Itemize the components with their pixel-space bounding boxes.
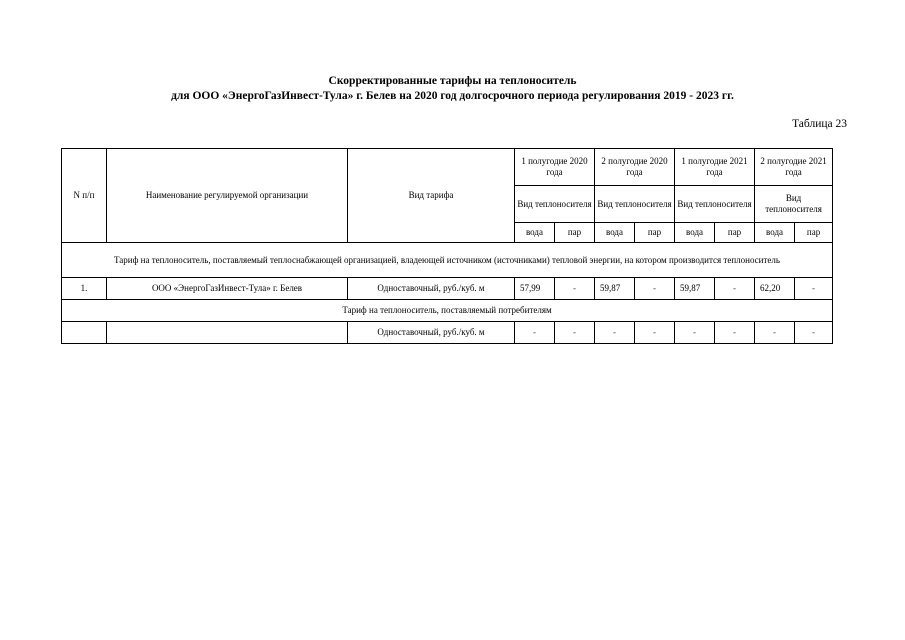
section-title-2: Тариф на теплоноситель, поставляемый потребителям bbox=[62, 300, 833, 322]
table-number: Таблица 23 bbox=[792, 118, 847, 130]
row-tariff-type: Одноставочный, руб./куб. м bbox=[348, 278, 515, 300]
header-steam: пар bbox=[795, 223, 833, 243]
tariff-table bbox=[61, 148, 833, 344]
value-cell: - bbox=[595, 322, 635, 344]
section-row-2 bbox=[62, 300, 833, 322]
value-cell: - bbox=[715, 278, 755, 300]
header-carrier-type: Вид теплоносителя bbox=[515, 186, 595, 223]
table-row bbox=[62, 278, 833, 300]
header-steam: пар bbox=[635, 223, 675, 243]
header-period-3: 1 полугодие 2021 года bbox=[675, 149, 755, 186]
value-cell: 57,99 bbox=[515, 278, 555, 300]
value-cell: - bbox=[755, 322, 795, 344]
header-period-1: 1 полугодие 2020 года bbox=[515, 149, 595, 186]
value-cell: - bbox=[515, 322, 555, 344]
table-row bbox=[62, 322, 833, 344]
section-row-1 bbox=[62, 243, 833, 278]
value-cell: - bbox=[795, 278, 833, 300]
value-cell: - bbox=[555, 322, 595, 344]
value-cell: - bbox=[715, 322, 755, 344]
row-num bbox=[62, 322, 107, 344]
value-cell: - bbox=[675, 322, 715, 344]
section-title-1: Тариф на теплоноситель, поставляемый теплоснабжающей организацией, владеющей источником (источниками) тепловой энергии, на котором производится теплоноситель bbox=[62, 243, 833, 278]
row-num: 1. bbox=[62, 278, 107, 300]
header-carrier-type: Вид теплоносителя bbox=[595, 186, 675, 223]
header-water: вода bbox=[755, 223, 795, 243]
header-steam: пар bbox=[555, 223, 595, 243]
value-cell: - bbox=[635, 322, 675, 344]
value-cell: - bbox=[555, 278, 595, 300]
document-title-line2: для ООО «ЭнергоГазИнвест-Тула» г. Белев на 2020 год долгосрочного периода регулирования 2019 - 2023 гг. bbox=[171, 90, 734, 102]
header-num: N п/п bbox=[62, 149, 107, 243]
value-cell: 59,87 bbox=[595, 278, 635, 300]
document-title-line1: Скорректированные тарифы на теплоноситель bbox=[328, 75, 577, 87]
header-water: вода bbox=[515, 223, 555, 243]
header-period-2: 2 полугодие 2020 года bbox=[595, 149, 675, 186]
header-organization: Наименование регулируемой организации bbox=[107, 149, 348, 243]
value-cell: - bbox=[795, 322, 833, 344]
header-period-4: 2 полугодие 2021 года bbox=[755, 149, 833, 186]
header-tariff-type: Вид тарифа bbox=[348, 149, 515, 243]
header-water: вода bbox=[595, 223, 635, 243]
header-steam: пар bbox=[715, 223, 755, 243]
value-cell: - bbox=[635, 278, 675, 300]
header-row-periods bbox=[62, 149, 833, 186]
row-organization bbox=[107, 322, 348, 344]
row-tariff-type: Одноставочный, руб./куб. м bbox=[348, 322, 515, 344]
value-cell: 59,87 bbox=[675, 278, 715, 300]
header-carrier-type: Вид теплоносителя bbox=[675, 186, 755, 223]
header-water: вода bbox=[675, 223, 715, 243]
row-organization: ООО «ЭнергоГазИнвест-Тула» г. Белев bbox=[107, 278, 348, 300]
header-carrier-type: Вид теплоносителя bbox=[755, 186, 833, 223]
value-cell: 62,20 bbox=[755, 278, 795, 300]
